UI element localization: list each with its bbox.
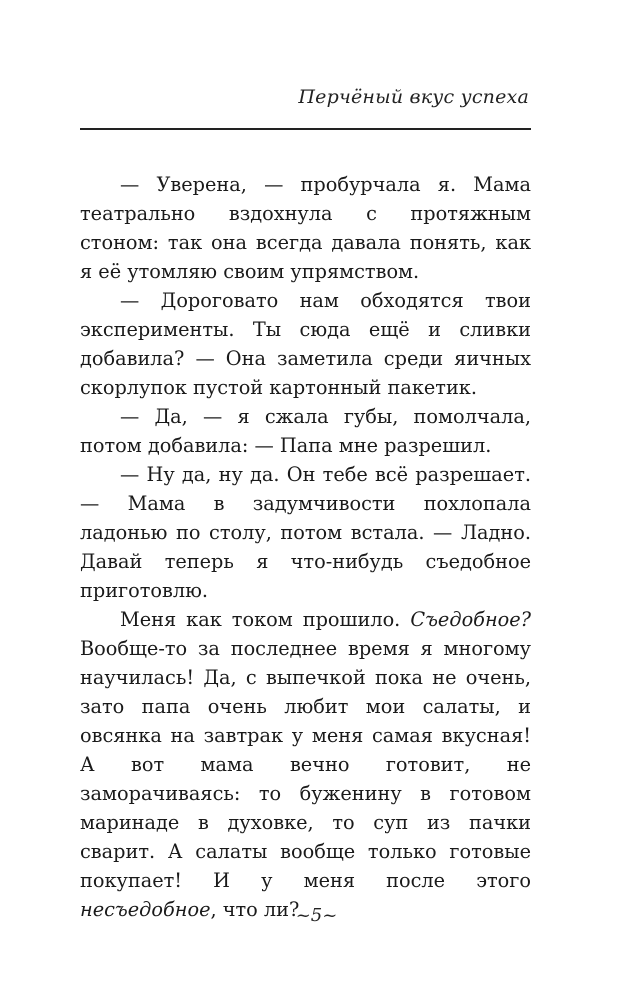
paragraph-3: — Да, — я сжала губы, помолчала, потом добавила: — Папа мне разрешил.: [80, 405, 531, 457]
paragraph-5: [80, 605, 531, 924]
header-rule: [80, 128, 531, 130]
running-head: Перчёный вкус успеха: [298, 86, 529, 108]
paragraph-1: — Уверена, — пробурчала я. Мама театрально вздохнула с протяжным стоном: так она всегда давала понять, как я её утомляю своим упрямством.: [80, 173, 531, 283]
body-text: [80, 170, 531, 924]
page-number: ~5~: [295, 905, 338, 926]
paragraph-5-italic-b: несъедобное: [80, 898, 211, 921]
paragraph-2: — Дороговато нам обходятся твои эксперименты. Ты сюда ещё и сливки добавила? — Она заметила среди яичных скорлупок пустой картонный пакетик.: [80, 289, 531, 399]
paragraph-5-text-c: , что ли?: [210, 898, 300, 921]
paragraph-5-text-a: Меня как током прошило.: [120, 608, 411, 631]
paragraph-5-text-b: Вообще-то за последнее время я многому научилась! Да, с выпечкой пока не очень, зато папа очень любит мои салаты, и овсянка на завтрак у меня самая вкусная! А вот мама вечно готовит, не заморачиваясь: то буженину в готовом маринаде в духовке, то суп из пачки сварит. А салаты вообще только готовые покупает! И у меня после этого: [80, 637, 531, 892]
paragraph-5-italic-a: Съедобное?: [410, 608, 531, 631]
paragraph-4: — Ну да, ну да. Он тебе всё разрешает. — Мама в задумчивости похлопала ладонью по столу, потом встала. — Ладно. Давай теперь я что-нибудь съедобное приготовлю.: [80, 463, 531, 602]
